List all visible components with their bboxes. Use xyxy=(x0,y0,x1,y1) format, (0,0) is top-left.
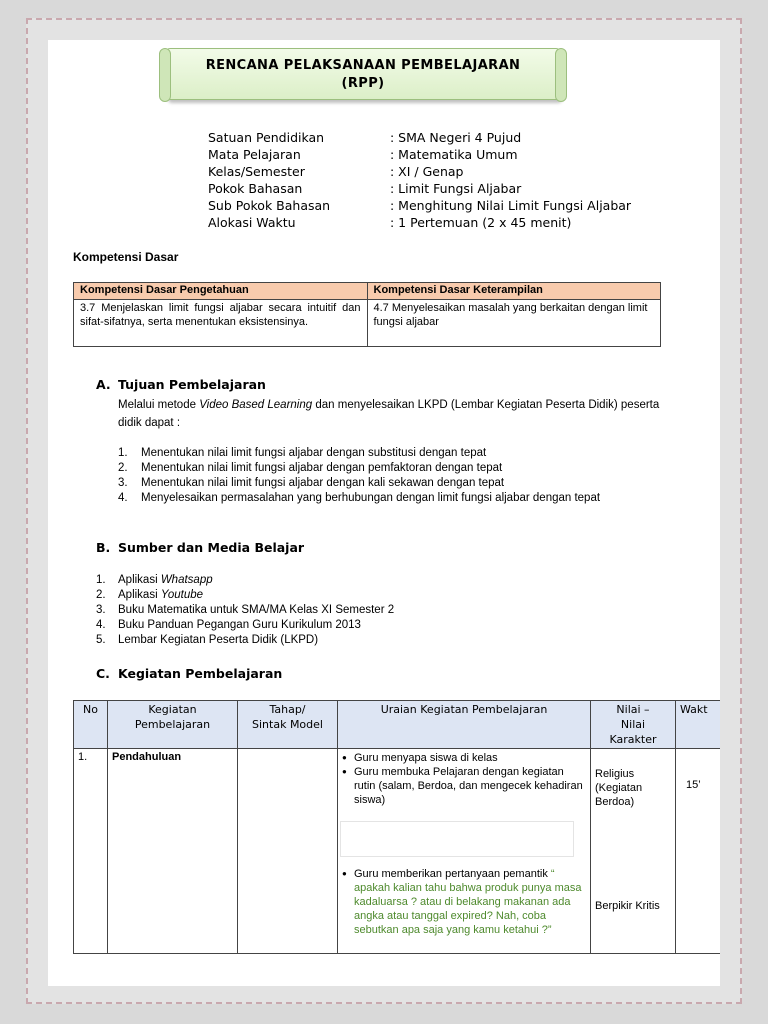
kd-pengetahuan-header: Kompetensi Dasar Pengetahuan xyxy=(74,283,368,300)
activity-bullet: ● Guru membuka Pelajaran dengan kegiatan rutin (salam, Berdoa, dan mengecek kehadiran siswa) xyxy=(342,765,586,807)
nilai-berpikir: Berpikir Kritis xyxy=(595,900,660,912)
blank-box xyxy=(340,821,574,857)
tujuan-intro xyxy=(118,396,678,432)
text-pre: Aplikasi xyxy=(118,589,161,601)
info-key: Satuan Pendidikan xyxy=(208,130,325,145)
section-letter: A. xyxy=(96,377,111,392)
title-line-1: RENCANA PELAKSANAAN PEMBELAJARAN xyxy=(205,58,521,73)
header-line: Sintak Model xyxy=(252,718,323,731)
header-line: Nilai – xyxy=(616,703,650,716)
waktu-value: 15’ xyxy=(686,779,701,791)
col-header-nilai xyxy=(591,701,676,749)
activity-bullet xyxy=(342,867,586,937)
activity-bullet: ● Guru menyapa siswa di kelas xyxy=(342,751,586,765)
section-title: Tujuan Pembelajaran xyxy=(118,377,266,392)
col-header-no: No xyxy=(74,701,108,749)
list-text: Menentukan nilai limit fungsi aljabar dengan kali sekawan dengan tepat xyxy=(141,477,505,489)
intro-post: dan menyelesaikan LKPD (Lembar Kegiatan Peserta Didik) peserta didik dapat : xyxy=(118,399,660,429)
list-num: 1. xyxy=(118,447,128,459)
list-item xyxy=(96,588,716,603)
section-letter: B. xyxy=(96,540,111,555)
list-text: Menentukan nilai limit fungsi aljabar dengan substitusi dengan tepat xyxy=(141,447,487,459)
info-key: Kelas/Semester xyxy=(208,164,305,179)
list-num: 2. xyxy=(118,462,128,474)
list-num: 3. xyxy=(96,604,106,616)
text-pre: Buku Matematika untuk SMA/MA Kelas XI Semester 2 xyxy=(118,604,395,616)
cell-uraian xyxy=(338,749,591,954)
col-header-waktu: Wakt xyxy=(676,701,721,749)
list-item xyxy=(96,461,716,476)
document-page xyxy=(48,40,720,986)
section-title: Kegiatan Pembelajaran xyxy=(118,666,283,681)
cell-kegiatan: Pendahuluan xyxy=(108,749,238,954)
title-banner xyxy=(166,48,560,100)
text-pre: Aplikasi xyxy=(118,574,161,586)
nilai-religius: Religius (Kegiatan Berdoa) xyxy=(595,768,643,808)
cell-nilai xyxy=(591,749,676,954)
tujuan-heading xyxy=(96,377,266,392)
list-num: 5. xyxy=(96,634,106,646)
info-key: Sub Pokok Bahasan xyxy=(208,198,331,213)
intro-pre: Melalui metode xyxy=(118,399,200,411)
list-item xyxy=(96,491,716,506)
info-value: : SMA Negeri 4 Pujud xyxy=(390,130,522,145)
col-header-tahap xyxy=(238,701,338,749)
text-pre: Lembar Kegiatan Peserta Didik (LKPD) xyxy=(118,634,319,646)
info-value: : Limit Fungsi Aljabar xyxy=(390,181,522,196)
question-text: “ apakah kalian tahu bahwa produk punya masa kadaluarsa ? atau di belakang makanan ada angka atau tanggal expired? Nah, coba sebutkan apa saja yang kamu ketahui ?” xyxy=(354,868,582,936)
list-num: 2. xyxy=(96,589,106,601)
info-value: : Matematika Umum xyxy=(390,147,518,162)
list-text xyxy=(118,573,213,588)
section-title: Sumber dan Media Belajar xyxy=(118,540,305,555)
section-letter: C. xyxy=(96,666,110,681)
tujuan-list xyxy=(96,446,716,506)
cell-tahap xyxy=(238,749,338,954)
table-row xyxy=(74,749,721,954)
info-value: : XI / Genap xyxy=(390,164,464,179)
kd-keterampilan-text: 4.7 Menyelesaikan masalah yang berkaitan dengan limit fungsi aljabar xyxy=(367,300,661,347)
info-key: Mata Pelajaran xyxy=(208,147,301,162)
list-text xyxy=(118,603,394,618)
kompetensi-heading: Kompetensi Dasar xyxy=(73,250,179,264)
text-italic: Whatsapp xyxy=(160,574,213,586)
document-title xyxy=(167,57,559,93)
header-line: Tahap/ xyxy=(269,703,306,716)
kegiatan-heading xyxy=(96,666,282,681)
info-key: Alokasi Waktu xyxy=(208,215,296,230)
header-line: Nilai xyxy=(620,718,646,731)
question-intro: Guru memberikan pertanyaan pemantik xyxy=(354,868,548,880)
list-text xyxy=(118,618,361,633)
list-item xyxy=(96,603,716,618)
text-pre: Buku Panduan Pegangan Guru Kurikulum 2013 xyxy=(118,619,361,631)
list-item xyxy=(96,446,716,461)
sumber-heading xyxy=(96,540,304,555)
sumber-list xyxy=(96,573,716,648)
cell-waktu xyxy=(676,749,721,954)
col-header-uraian: Uraian Kegiatan Pembelajaran xyxy=(338,701,591,749)
list-text xyxy=(118,633,318,648)
text-italic: Youtube xyxy=(160,589,204,601)
kegiatan-table xyxy=(73,700,720,954)
header-line: Karakter xyxy=(609,733,657,746)
info-value: : 1 Pertemuan (2 x 45 menit) xyxy=(390,215,572,230)
kd-keterampilan-header: Kompetensi Dasar Keterampilan xyxy=(367,283,661,300)
list-text: Menyelesaikan permasalahan yang berhubungan dengan limit fungsi aljabar dengan tepat xyxy=(141,492,601,504)
list-item xyxy=(96,573,716,588)
header-line: Kegiatan xyxy=(148,703,197,716)
list-num: 1. xyxy=(96,574,106,586)
kompetensi-table xyxy=(73,282,661,347)
list-item xyxy=(96,633,716,648)
list-num: 4. xyxy=(96,619,106,631)
list-text: Menentukan nilai limit fungsi aljabar dengan pemfaktoran dengan tepat xyxy=(141,462,503,474)
header-line: Pembelajaran xyxy=(134,718,211,731)
cell-no: 1. xyxy=(74,749,108,954)
info-value: : Menghitung Nilai Limit Fungsi Aljabar xyxy=(390,198,632,213)
intro-italic: Video Based Learning xyxy=(199,399,313,411)
list-item xyxy=(96,618,716,633)
kd-pengetahuan-text: 3.7 Menjelaskan limit fungsi aljabar secara intuitif dan sifat-sifatnya, serta menentukan eksistensinya. xyxy=(74,300,368,347)
list-text xyxy=(118,588,203,603)
list-item xyxy=(96,476,716,491)
list-num: 3. xyxy=(118,477,128,489)
title-line-2: (RPP) xyxy=(341,76,385,91)
info-key: Pokok Bahasan xyxy=(208,181,303,196)
col-header-kegiatan xyxy=(108,701,238,749)
list-num: 4. xyxy=(118,492,128,504)
